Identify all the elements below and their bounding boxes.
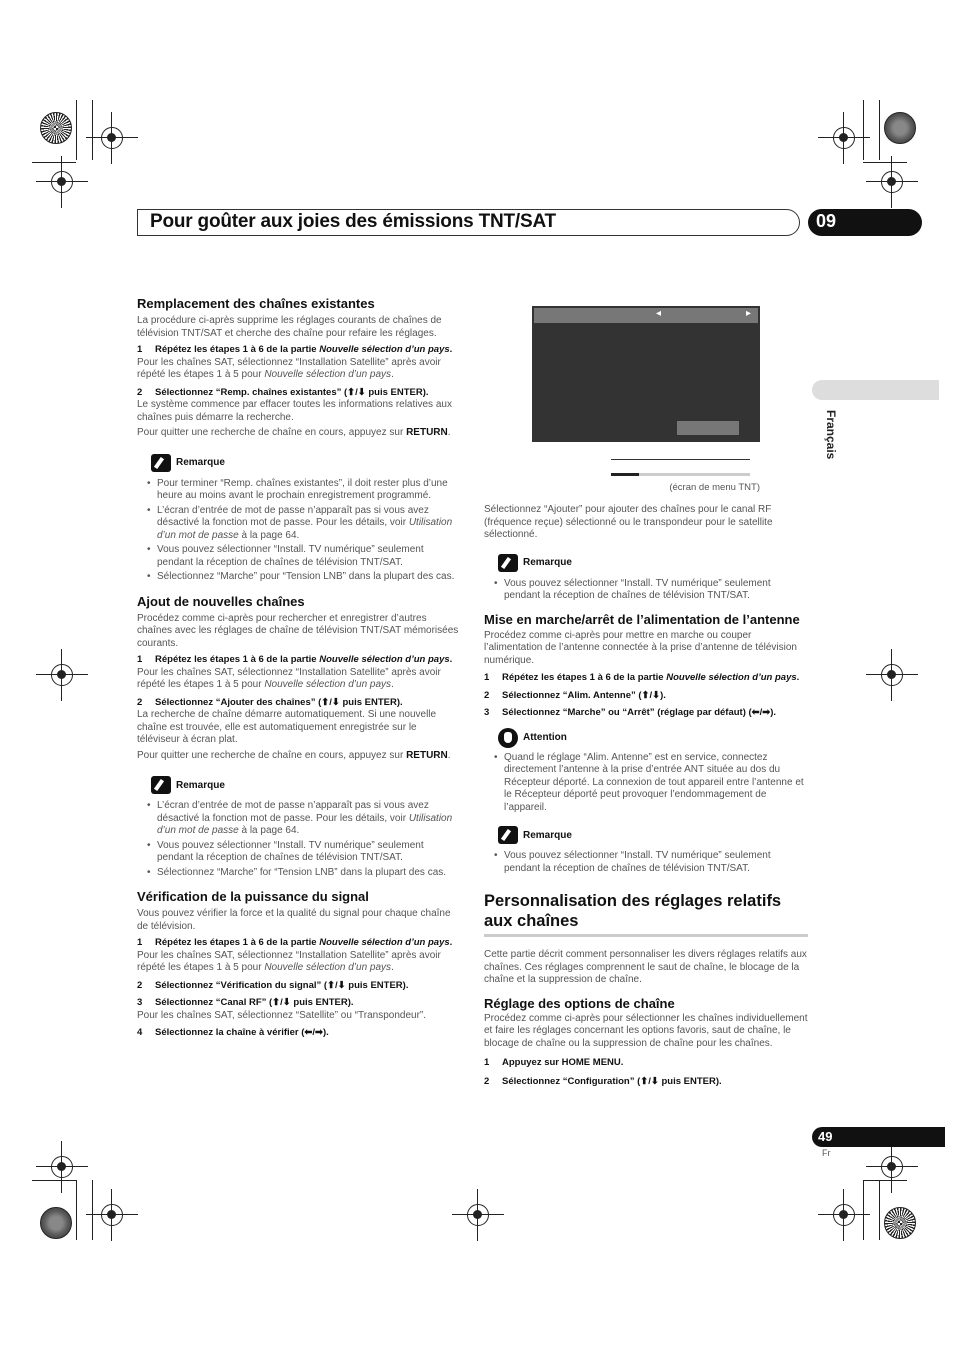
section-heading: Ajout de nouvelles chaînes bbox=[137, 593, 305, 609]
quit-text: Pour quitter une recherche de chaîne en cours, appuyez sur bbox=[137, 749, 404, 761]
registration-crosshair bbox=[876, 166, 908, 198]
step-number: 2 bbox=[137, 979, 143, 991]
step-number: 2 bbox=[484, 1075, 490, 1087]
step-text: Répétez les étapes 1 à 6 de la partie bbox=[502, 672, 664, 684]
registration-crosshair bbox=[828, 122, 860, 154]
bullet-item: • Vous pouvez sélectionner “Install. TV numérique” seulement pendant la réception de chaînes de télévision TNT/SAT. bbox=[147, 840, 461, 865]
arrow-right-icon: ▸ bbox=[746, 308, 752, 319]
page-title: Pour goûter aux joies des émissions TNT/SAT bbox=[150, 211, 556, 232]
step-text: Sélectionnez la chaîne à vérifier (⬅/➡). bbox=[155, 1027, 329, 1039]
bullet-page: à la page 64. bbox=[241, 825, 300, 837]
step bbox=[484, 1057, 808, 1070]
section-heading: Mise en marche/arrêt de l’alimentation de l’antenne bbox=[484, 611, 800, 627]
step-text: Appuyez sur HOME MENU. bbox=[502, 1057, 624, 1069]
tv-menu-screen bbox=[532, 306, 760, 442]
paragraph: Pour quitter une recherche de chaîne en cours, appuyez sur RETURN. bbox=[137, 427, 451, 438]
step bbox=[137, 697, 461, 710]
note-pencil-icon bbox=[498, 554, 518, 572]
registration-crosshair bbox=[96, 1199, 128, 1231]
step-note: Pour les chaînes SAT, sélectionnez “Installation Satellite” après avoir répété les étapes 1 à 5 pour bbox=[137, 666, 441, 691]
step: 1 Répétez les étapes 1 à 6 de la partie Nouvelle sélection d’un pays. bbox=[484, 672, 800, 684]
step-number: 1 bbox=[137, 937, 143, 949]
registration-starburst-top-left bbox=[40, 112, 72, 144]
note-bullets bbox=[137, 800, 461, 879]
attention-bullets bbox=[484, 752, 808, 815]
bullet-ref: Utilisation d’un mot de passe bbox=[157, 812, 453, 837]
note-pencil-icon bbox=[151, 776, 171, 794]
note-box bbox=[498, 826, 808, 844]
step-number: 1 bbox=[137, 344, 143, 355]
step bbox=[484, 690, 808, 703]
step-text: Répétez les étapes 1 à 6 de la partie bbox=[155, 937, 317, 949]
language-tab bbox=[812, 380, 939, 400]
note-label: Remarque bbox=[176, 457, 225, 468]
paragraph: Pour les chaînes SAT, sélectionnez “Installation Satellite” après avoir répété les étapes 1 à 5 pour Nouvelle sélection d’un pays. bbox=[137, 356, 441, 380]
registration-crosshair bbox=[46, 659, 78, 691]
note-label: Remarque bbox=[523, 829, 572, 841]
bullet-item: • Sélectionnez “Marche” for “Tension LNB” dans la plupart des cas. bbox=[147, 867, 461, 880]
bullet-item: • Sélectionnez “Marche” pour “Tension LNB” dans la plupart des cas. bbox=[147, 571, 461, 584]
quit-text: Pour quitter une recherche de chaîne en cours, appuyez sur bbox=[137, 427, 404, 438]
note-bullets bbox=[484, 850, 808, 875]
step-ref: Nouvelle sélection d’un pays bbox=[319, 937, 450, 949]
chapter-number-badge bbox=[808, 209, 922, 236]
crop-mark bbox=[863, 1180, 864, 1240]
step bbox=[137, 387, 461, 400]
step-text: Répétez les étapes 1 à 6 de la partie bbox=[155, 654, 317, 666]
paragraph: Vous pouvez vérifier la force et la qualité du signal pour chaque chaîne de télévision. bbox=[137, 908, 451, 932]
crop-mark bbox=[32, 1180, 76, 1181]
step-number: 1 bbox=[484, 672, 490, 684]
bullet-item bbox=[147, 505, 461, 543]
section-heading: Réglage des options de chaîne bbox=[484, 995, 675, 1011]
paragraph: Pour les chaînes SAT, sélectionnez “Installation Satellite” après avoir répété les étapes 1 à 5 pour Nouvelle sélection d’un pays. bbox=[137, 949, 441, 974]
step-ref: Nouvelle sélection d’un pays bbox=[666, 672, 797, 684]
step-text: Sélectionnez “Canal RF” (⬆/⬇ puis ENTER). bbox=[155, 997, 354, 1009]
right-column bbox=[484, 504, 808, 1088]
paragraph: Procédez comme ci-après pour mettre en marche ou couper l’alimentation de l’antenne connectée à la prise d’antenne de télévision numérique. bbox=[484, 629, 797, 666]
crop-mark bbox=[76, 100, 77, 160]
crop-mark bbox=[92, 100, 93, 160]
note-pencil-icon bbox=[151, 454, 171, 472]
arrow-left-icon: ◂ bbox=[656, 308, 662, 319]
note-bullets bbox=[137, 478, 461, 584]
major-heading: Personnalisation des réglages relatifs aux chaînes bbox=[484, 892, 782, 931]
crop-mark bbox=[879, 100, 880, 160]
note-label: Remarque bbox=[176, 779, 225, 791]
step-text: Sélectionnez “Alim. Antenne” (⬆/⬇). bbox=[502, 689, 666, 701]
language-label-wrap bbox=[808, 410, 838, 470]
bullet-item: • Pour terminer “Remp. chaînes existantes”, il doit rester plus d’une heure au moins avant le prochain enregistrement programmé. bbox=[147, 478, 461, 503]
left-column bbox=[137, 296, 461, 1040]
bullet-text: L’écran d’entrée de mot de passe n’apparaît pas si vous avez désactivé la fonction mot de passe. Pour les détails, voir bbox=[157, 504, 429, 529]
step-number: 2 bbox=[484, 689, 490, 701]
paragraph: Cette partie décrit comment personnaliser les divers réglages relatifs aux chaînes. Ces réglages comprennent le saut de chaîne, le blocage de la chaîne et la suppression de chaîne. bbox=[484, 949, 807, 986]
note-box bbox=[151, 776, 461, 794]
section-heading: Remplacement des chaînes existantes bbox=[137, 296, 375, 311]
registration-crosshair bbox=[828, 1199, 860, 1231]
step bbox=[484, 707, 808, 720]
attention-hand-icon bbox=[498, 728, 518, 748]
registration-crosshair bbox=[96, 122, 128, 154]
step-number: 3 bbox=[137, 997, 143, 1009]
step-text: Sélectionnez “Marche” ou “Arrêt” (réglage par défaut) (⬅/➡). bbox=[502, 707, 777, 719]
language-label: Français bbox=[824, 410, 838, 460]
step-note: Pour les chaînes SAT, sélectionnez “Installation Satellite” après avoir répété les étapes 1 à 5 pour bbox=[137, 356, 441, 380]
note-box bbox=[151, 454, 461, 472]
paragraph: La procédure ci-après supprime les réglages courants de chaînes de télévision TNT/SAT et cherche des chaîne pour refaire les réglages. bbox=[137, 315, 442, 339]
chapter-title-bar bbox=[137, 209, 800, 236]
step-note-ref: Nouvelle sélection d’un pays bbox=[264, 962, 392, 974]
page-language: Fr bbox=[822, 1148, 831, 1158]
signal-bar-2-track bbox=[611, 473, 750, 476]
signal-meter bbox=[611, 459, 750, 477]
crop-mark bbox=[76, 1180, 77, 1240]
step bbox=[484, 1076, 808, 1089]
attention-label: Attention bbox=[523, 732, 567, 744]
step-note-ref: Nouvelle sélection d’un pays bbox=[264, 369, 392, 380]
bullet-item: • Vous pouvez sélectionner “Install. TV numérique” seulement pendant la réception de chaînes de télévision TNT/SAT. bbox=[494, 578, 808, 603]
step: 1 Répétez les étapes 1 à 6 de la partie Nouvelle sélection d’un pays. bbox=[137, 344, 453, 355]
crop-mark bbox=[92, 1180, 93, 1240]
crop-mark bbox=[863, 1180, 907, 1181]
bullet-ref: Utilisation d’un mot de passe bbox=[157, 517, 453, 541]
paragraph: Pour les chaînes SAT, sélectionnez “Satellite” ou “Transpondeur”. bbox=[137, 1009, 427, 1021]
step-number: 4 bbox=[137, 1027, 143, 1039]
registration-crosshair bbox=[46, 1151, 78, 1183]
step-number: 1 bbox=[137, 654, 143, 666]
page-number: 49 bbox=[818, 1129, 833, 1144]
bullet-item: • Vous pouvez sélectionner “Install. TV numérique” seulement pendant la réception de chaînes de télévision TNT/SAT. bbox=[147, 544, 461, 569]
crop-mark bbox=[32, 162, 76, 163]
step-note: Pour les chaînes SAT, sélectionnez “Installation Satellite” après avoir répété les étapes 1 à 5 pour bbox=[137, 949, 441, 974]
step-ref: Nouvelle sélection d’un pays bbox=[319, 344, 450, 355]
registration-crosshair bbox=[46, 166, 78, 198]
signal-bar-1 bbox=[611, 459, 750, 460]
crop-mark bbox=[863, 100, 864, 160]
registration-disc-top-right bbox=[884, 112, 916, 144]
step-text: Sélectionnez “Ajouter des chaînes” (⬆/⬇ puis ENTER). bbox=[155, 696, 403, 708]
screen-button bbox=[677, 421, 739, 435]
step-number: 3 bbox=[484, 707, 490, 719]
chapter-number: 09 bbox=[816, 211, 837, 231]
registration-disc-bottom-left bbox=[40, 1207, 72, 1239]
registration-crosshair bbox=[876, 659, 908, 691]
step-number: 2 bbox=[137, 386, 143, 398]
paragraph: Le système commence par effacer toutes les informations relatives aux chaînes puis démarre la recherche. bbox=[137, 399, 452, 423]
crop-mark bbox=[879, 1180, 880, 1240]
registration-crosshair bbox=[462, 1199, 494, 1231]
bullet-item: • Quand le réglage “Alim. Antenne” est en service, connectez directement l’antenne à la prise d’entrée ANT située au dos du Récepteur déporté. La connexion de tout appareil entre l’antenne et le Récepteur déporté peut provoquer l’endommagement de l’appareil. bbox=[494, 752, 808, 815]
step: 1 Répétez les étapes 1 à 6 de la partie Nouvelle sélection d’un pays. bbox=[137, 937, 453, 949]
registration-crosshair bbox=[876, 1151, 908, 1183]
key-name: RETURN bbox=[406, 427, 448, 438]
step-text: Sélectionnez “Configuration” (⬆/⬇ puis ENTER). bbox=[502, 1075, 722, 1087]
bullet-text: L’écran d’entrée de mot de passe n’apparaît pas si vous avez désactivé la fonction mot de passe. Pour les détails, voir bbox=[157, 800, 429, 824]
screen-caption: (écran de menu TNT) bbox=[669, 482, 760, 493]
note-pencil-icon bbox=[498, 826, 518, 844]
paragraph: Sélectionnez “Ajouter” pour ajouter des chaînes pour le canal RF (fréquence reçue) sélectionné ou le transpondeur pour le satellite sélectionné. bbox=[484, 504, 773, 540]
paragraph: La recherche de chaîne démarre automatiquement. Si une nouvelle chaîne est trouvée, elle est automatiquement enregistrée sur le téléviseur à écran plat. bbox=[137, 709, 437, 746]
registration-starburst-bottom-right bbox=[884, 1207, 916, 1239]
heading-rule bbox=[484, 934, 808, 937]
step-text: Répétez les étapes 1 à 6 de la partie bbox=[155, 344, 317, 355]
page-number-tab bbox=[812, 1127, 945, 1147]
key-name: RETURN bbox=[406, 749, 448, 761]
paragraph: Pour quitter une recherche de chaîne en cours, appuyez sur RETURN. bbox=[137, 749, 451, 761]
attention-box bbox=[498, 728, 808, 748]
step-number: 1 bbox=[484, 1057, 490, 1069]
note-bullets bbox=[484, 578, 808, 603]
step bbox=[137, 980, 461, 993]
step-ref: Nouvelle sélection d’un pays bbox=[319, 654, 450, 666]
step bbox=[137, 1027, 461, 1040]
paragraph: Procédez comme ci-après pour sélectionner les chaînes individuellement et faire les réglages concernant les options favoris, saut de chaîne, le blocage de chaîne ou la suppression de chaîne pour les chaînes. bbox=[484, 1012, 808, 1049]
step-text: Sélectionnez “Remp. chaînes existantes” (⬆/⬇ puis ENTER). bbox=[155, 386, 429, 398]
step-text: Sélectionnez “Vérification du signal” (⬆/⬇ puis ENTER). bbox=[155, 979, 409, 991]
screen-top-bar bbox=[534, 308, 758, 323]
paragraph: Procédez comme ci-après pour rechercher et enregistrer d’autres chaînes avec les réglages de chaîne de télévision TNT/SAT mémorisées courants. bbox=[137, 612, 459, 649]
note-label: Remarque bbox=[523, 557, 572, 568]
bullet-page: à la page 64. bbox=[241, 529, 300, 541]
signal-bar-2-fill bbox=[611, 473, 639, 476]
paragraph: Pour les chaînes SAT, sélectionnez “Installation Satellite” après avoir répété les étapes 1 à 5 pour Nouvelle sélection d’un pays. bbox=[137, 666, 441, 691]
step-note-ref: Nouvelle sélection d’un pays bbox=[264, 679, 392, 691]
bullet-item bbox=[147, 800, 461, 838]
step bbox=[137, 997, 461, 1010]
step: 1 Répétez les étapes 1 à 6 de la partie Nouvelle sélection d’un pays. bbox=[137, 654, 453, 666]
note-box bbox=[498, 554, 808, 572]
crop-mark bbox=[863, 162, 907, 163]
bullet-item: • Vous pouvez sélectionner “Install. TV numérique” seulement pendant la réception de chaînes de télévision TNT/SAT. bbox=[494, 850, 808, 875]
section-heading: Vérification de la puissance du signal bbox=[137, 889, 369, 905]
step-number: 2 bbox=[137, 696, 143, 708]
